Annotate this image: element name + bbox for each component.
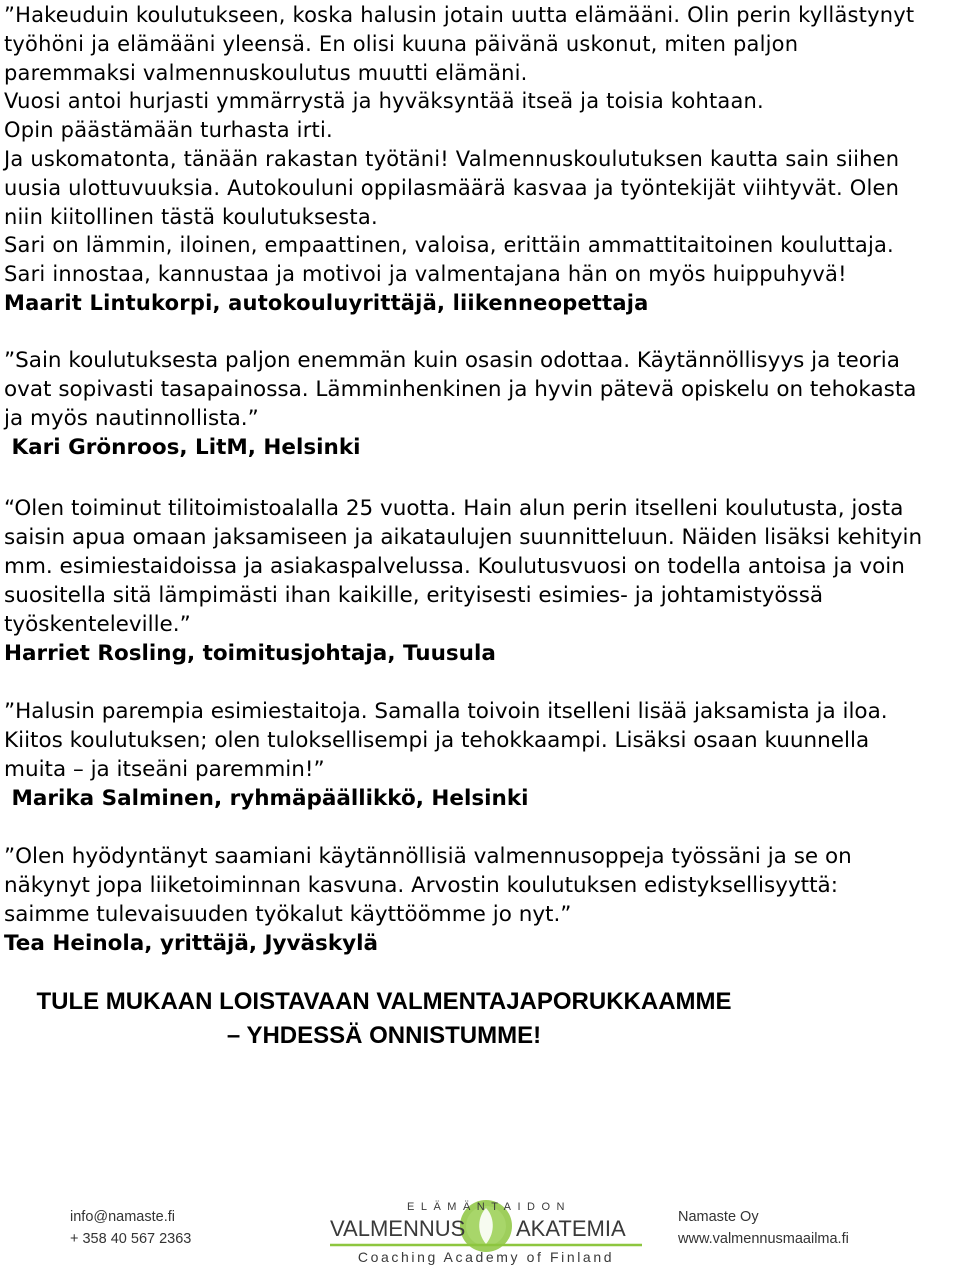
text-line: suositella sitä lämpimästi ihan kaikille, erityisesti esimies- ja johtamistyössä [4, 583, 824, 608]
text-line: ”Olen hyödyntänyt saamiani käytännöllisiä valmennusoppeja työssäni ja se on [4, 844, 852, 869]
footer-website[interactable]: www.valmennusmaailma.fi [678, 1231, 849, 1247]
testimonial-marika [4, 697, 888, 813]
text-line: saisin apua omaan jaksamiseen ja aikataulujen suunnitteluun. Näiden lisäksi kehityin [4, 525, 923, 550]
text-line: ”Halusin parempia esimiestaitoja. Samalla toivoin itselleni lisää jaksamista ja iloa. [4, 699, 888, 724]
logo-bottom-text: Coaching Academy of Finland [357, 1249, 615, 1265]
text-line: työhöni ja elämääni yleensä. En olisi kuuna päivänä uskonut, miten paljon [4, 31, 799, 56]
footer-phone: + 358 40 567 2363 [70, 1231, 192, 1247]
testimonial-author: Marika Salminen, ryhmäpäällikkö, Helsinki [4, 786, 529, 811]
text-line: Vuosi antoi hurjasti ymmärrystä ja hyväksyntää itseä ja toisia kohtaan. [4, 89, 764, 114]
footer-company-name: Namaste Oy [678, 1209, 759, 1225]
text-line: Sari innostaa, kannustaa ja motivoi ja valmentajana hän on myös huippuhyvä! [4, 262, 847, 287]
text-line: mm. esimiestaidoissa ja asiakaspalvelussa. Koulutusvuosi on todella antoisa ja voin [4, 554, 905, 579]
text-line: saimme tulevaisuuden työkalut käyttöömme jo nyt.” [4, 902, 572, 927]
text-line: Sari on lämmin, iloinen, empaattinen, valoisa, erittäin ammattitaitoinen kouluttaja. [4, 233, 894, 258]
headline-line-1: TULE MUKAAN LOISTAVAAN VALMENTAJAPORUKKAAMME [36, 988, 732, 1015]
footer-company [678, 1206, 849, 1250]
headline-line-2: – YHDESSÄ ONNISTUMME! [226, 1022, 542, 1049]
testimonial-tea [4, 842, 852, 958]
testimonial-harriet [4, 494, 922, 668]
text-line: Opin päästämään turhasta irti. [4, 118, 333, 143]
text-line: muita – ja itseäni paremmin!” [4, 757, 325, 782]
footer-contact [70, 1206, 191, 1250]
logo-right-word: AKATEMIA [516, 1216, 626, 1241]
testimonial-author: Harriet Rosling, toimitusjohtaja, Tuusula [4, 641, 496, 666]
text-line: “Olen toiminut tilitoimistoalalla 25 vuotta. Hain alun perin itselleni koulutusta, josta [4, 496, 904, 521]
text-line: ja myös nautinnollista.” [4, 406, 259, 431]
text-line: työskenteleville.” [4, 612, 191, 637]
footer-email[interactable]: info@namaste.fi [70, 1209, 175, 1225]
text-line: ”Sain koulutuksesta paljon enemmän kuin osasin odottaa. Käytännöllisyys ja teoria [4, 348, 900, 373]
text-line: uusia ulottuvuuksia. Autokouluni oppilasmäärä kasvaa ja työntekijät viihtyvät. Olen [4, 175, 900, 200]
text-line: niin kiitollinen tästä koulutuksesta. [4, 204, 378, 229]
testimonial-maarit [4, 1, 914, 318]
valmennus-akatemia-logo [326, 1194, 646, 1266]
text-line: ”Hakeuduin koulutukseen, koska halusin jotain uutta elämääni. Olin perin kyllästynyt [4, 3, 915, 27]
text-line: paremmaksi valmennuskoulutus muutti elämäni. [4, 60, 528, 85]
text-line: näkynyt jopa liiketoiminnan kasvuna. Arvostin koulutuksen edistyksellisyyttä: [4, 873, 838, 898]
testimonial-author: Kari Grönroos, LitM, Helsinki [4, 435, 361, 460]
testimonial-author: Tea Heinola, yrittäjä, Jyväskylä [4, 931, 379, 956]
testimonial-kari [4, 346, 916, 462]
call-to-action-headline [4, 985, 764, 1053]
text-line: Ja uskomatonta, tänään rakastan työtäni! Valmennuskoulutuksen kautta sain siihen [4, 146, 900, 171]
logo-top-text: ELÄMÄNTAIDON [407, 1201, 571, 1213]
testimonial-author: Maarit Lintukorpi, autokouluyrittäjä, liikenneopettaja [4, 290, 649, 315]
text-line: ovat sopivasti tasapainossa. Lämminhenkinen ja hyvin pätevä opiskelu on tehokasta [4, 377, 917, 402]
logo-left-word: VALMENNUS [330, 1216, 466, 1241]
text-line: Kiitos koulutuksen; olen tuloksellisempi ja tehokkaampi. Lisäksi osaan kuunnella [4, 728, 870, 753]
